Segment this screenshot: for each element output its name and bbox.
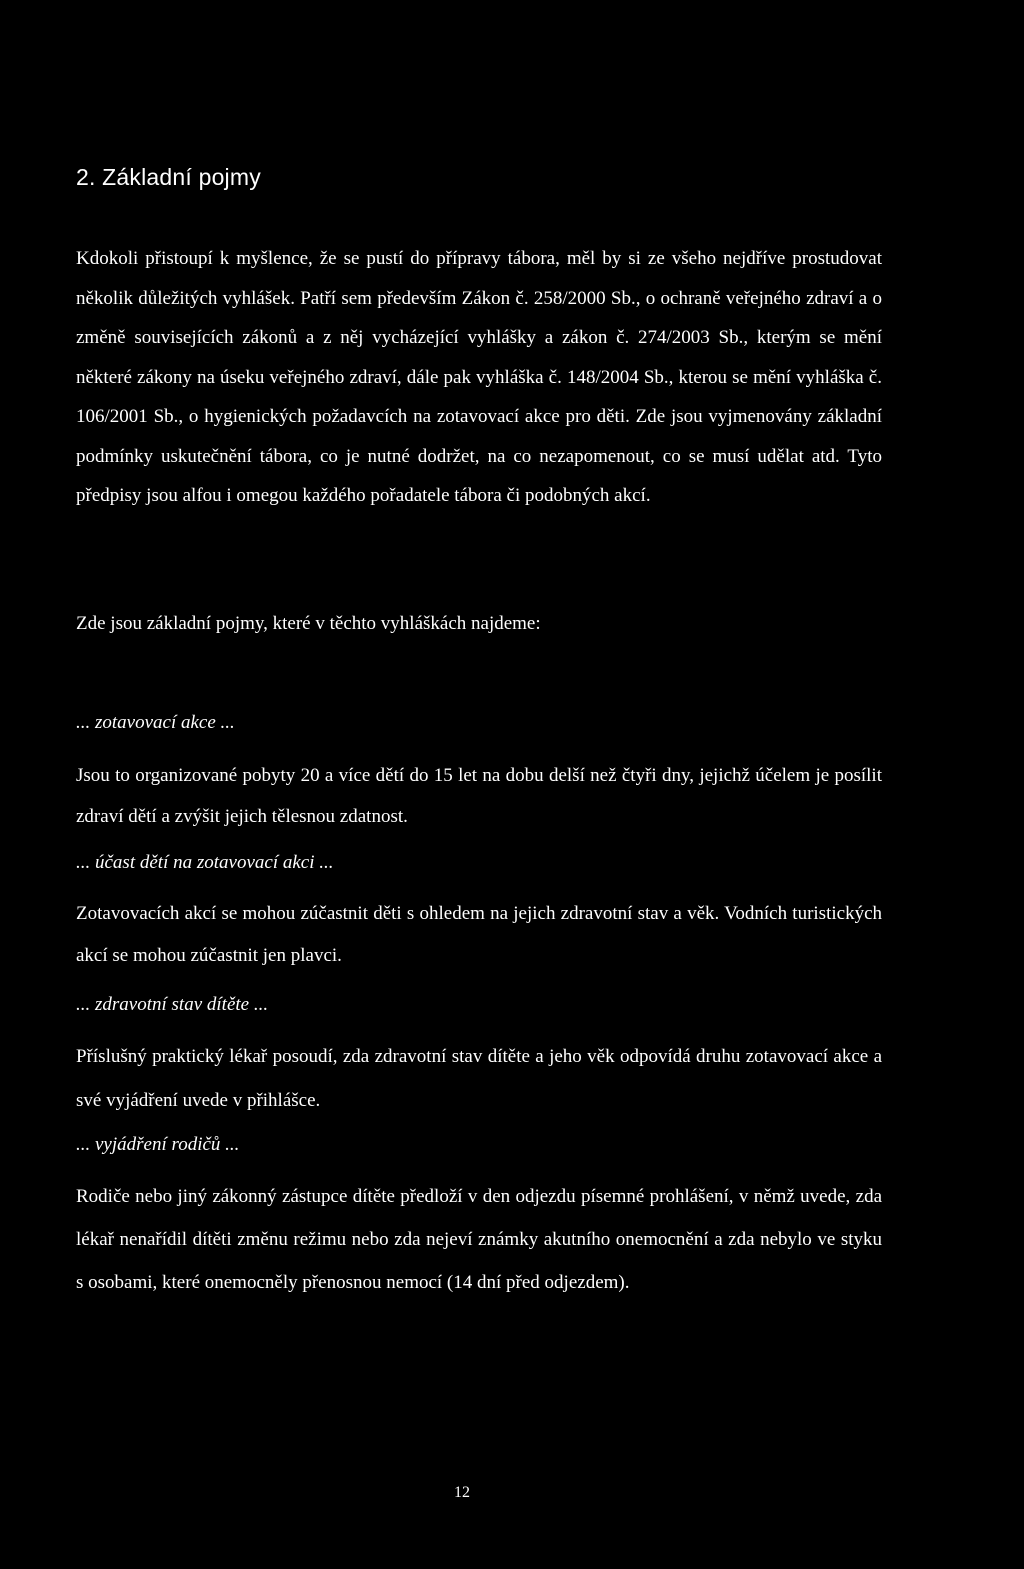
term-description: Jsou to organizované pobyty 20 a více dětí do 15 let na dobu delší než čtyři dny, jejichž účelem je posílit zdraví dětí a zvýšit jejich tělesnou zdatnost. bbox=[76, 765, 882, 827]
term-title: ... zotavovací akce ... bbox=[76, 712, 235, 733]
term-title: ... účast dětí na zotavovací akci ... bbox=[76, 852, 334, 873]
section-heading: 2. Základní pojmy bbox=[76, 164, 261, 190]
term-title: ... vyjádření rodičů ... bbox=[76, 1134, 240, 1155]
intro-paragraph: Kdokoli přistoupí k myšlence, že se pustí do přípravy tábora, měl by si ze všeho nejdříve prostudovat několik důležitých vyhlášek. Patří sem především Zákon č. 258/2000 Sb., o ochraně veřejného zdraví a o změně souvisejících zákonů a z něj vycházející vyhlášky a zákon č. 274/2003 Sb., kterým se mění některé zákony na úseku veřejného zdraví, dále pak vyhláška č. 148/2004 Sb., kterou se mění vyhláška č. 106/2001 Sb., o hygienických požadavcích na zotavovací akce pro děti. Zde jsou vyjmenovány základní podmínky uskutečnění tábora, co je nutné dodržet, na co nezapomenout, co se musí udělat atd. Tyto předpisy jsou alfou i omegou každého pořadatele tábora či podobných akcí. bbox=[76, 248, 882, 506]
term-description: Zotavovacích akcí se mohou zúčastnit děti s ohledem na jejich zdravotní stav a věk. Vodních turistických akcí se mohou zúčastnit jen plavci. bbox=[76, 903, 882, 966]
lead-paragraph: Zde jsou základní pojmy, které v těchto vyhláškách najdeme: bbox=[76, 613, 541, 634]
term-description: Rodiče nebo jiný zákonný zástupce dítěte předloží v den odjezdu písemné prohlášení, v němž uvede, zda lékař nenařídil dítěti změnu režimu nebo zda nejeví známky akutního onemocnění a zda nebylo ve styku s osobami, které onemocněly přenosnou nemocí (14 dní před odjezdem). bbox=[76, 1186, 882, 1293]
term-description: Příslušný praktický lékař posoudí, zda zdravotní stav dítěte a jeho věk odpovídá druhu zotavovací akce a své vyjádření uvede v přihlášce. bbox=[76, 1046, 882, 1111]
page-number: 12 bbox=[454, 1484, 470, 1501]
term-title: ... zdravotní stav dítěte ... bbox=[76, 994, 269, 1015]
